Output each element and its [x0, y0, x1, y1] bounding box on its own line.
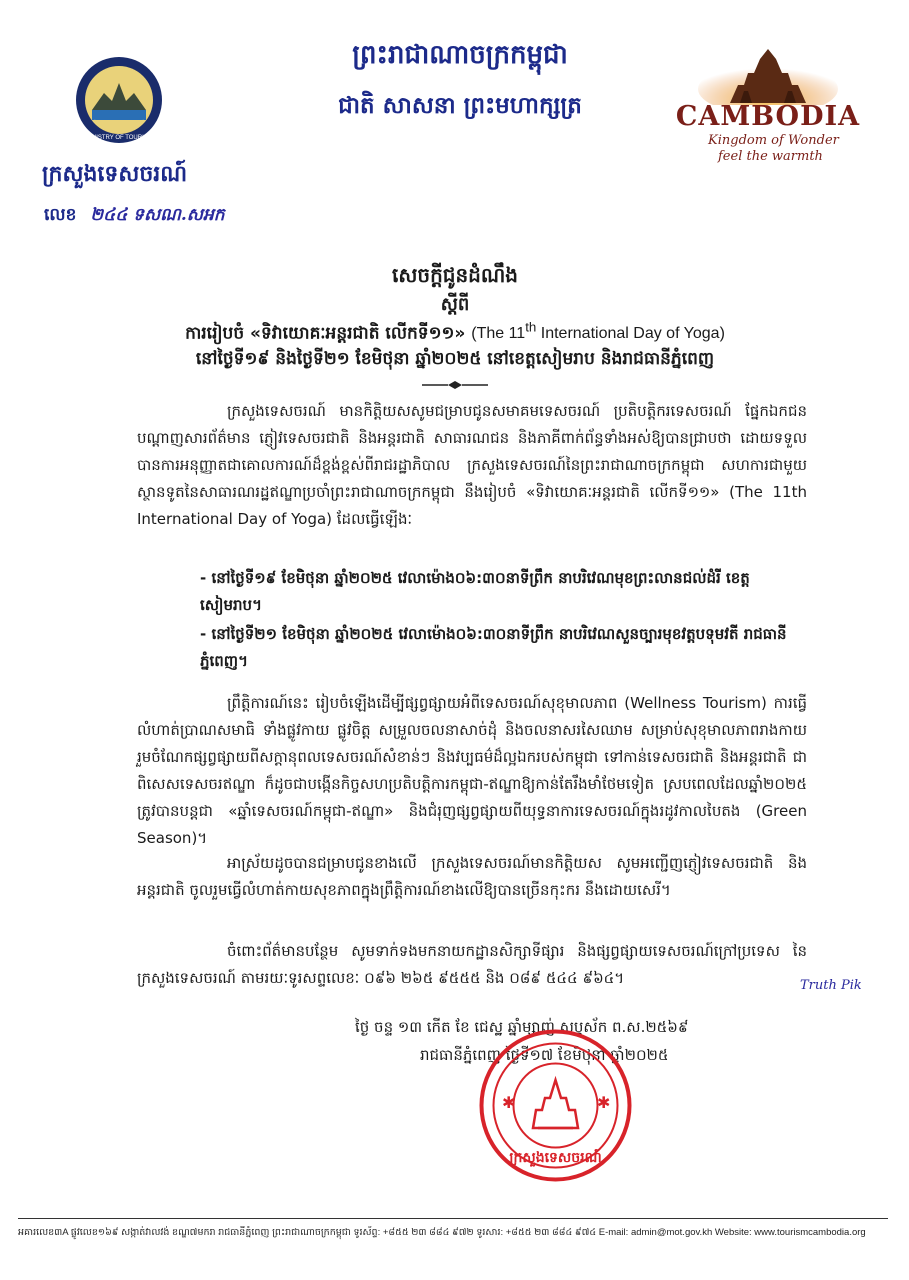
notice-dates-location: នៅថ្ងៃទី១៩ និងថ្ងៃទី២១ ខែមិថុនា ឆ្នាំ២០២៥ នៅខេត្តសៀមរាប និងរាជធានីភ្នំពេញ: [195, 349, 715, 369]
notice-title: សេចក្តីជូនដំណឹង: [392, 263, 518, 287]
paragraph-invitation: អាស្រ័យដូចបានជម្រាបជូនខាងលើ ក្រសួងទេសចរណ៍មានកិត្តិយស សូមអញ្ជើញភ្ញៀវទេសចរជាតិ និងអន្តរជាតិ ចូលរួមធ្វើលំហាត់កាយសុខភាពក្នុងព្រឹត្តិការណ៍ខាងលើឱ្យបានច្រើនកុះករ នឹងដោយសេរី។: [137, 854, 807, 899]
footer-contact: អគារលេខ៣A ផ្លូវលេខ១៦៩ សង្កាត់វាលវង់ ខណ្ឌ៧មករា រាជធានីភ្នំពេញ ព្រះរាជាណាចក្រកម្ពុជា ទូរស័ព្ទ: +៨៥៥ ២៣ ៨៨៤ ៩៧២ ទូរសារ: +៨៥៥ ២៣ ៨៨៤ ៩៧៤ E-mail: admin@mot.gov.kh Website: www.tourismcambodia.org: [18, 1227, 866, 1238]
notice-subject: [60, 320, 850, 347]
event-item-phnom-penh: - នៅថ្ងៃទី២១ ខែមិថុនា ឆ្នាំ២០២៥ វេលាម៉ោង០៦:៣០នាទីព្រឹក នាបរិវេណសួនច្បារមុខវត្តបទុមវតី រាជធានីភ្នំពេញ។: [200, 625, 787, 670]
national-motto: ជាតិ សាសនា ព្រះមហាក្សត្រ: [338, 92, 582, 119]
notice-subject-label: ស្តីពី: [440, 294, 470, 315]
reference-number: [44, 204, 225, 229]
ministry-name: ក្រសួងទេសចរណ៍: [42, 161, 188, 187]
angkor-temple-icon: [668, 45, 868, 105]
logo-text: MINISTRY OF TOURISM: [85, 135, 153, 141]
cambodia-brand-logo: [668, 45, 868, 170]
brand-name: CAMBODIA: [675, 101, 861, 132]
svg-text:✱: ✱: [502, 1093, 516, 1112]
stamp-text: ក្រសួងទេសចរណ៍: [509, 1150, 602, 1166]
svg-text:✱: ✱: [597, 1093, 611, 1112]
ref-label: លេខ: [44, 205, 77, 225]
event-item-siem-reap: - នៅថ្ងៃទី១៩ ខែមិថុនា ឆ្នាំ២០២៥ វេលាម៉ោង០៦:៣០នាទីព្រឹក នាបរិវេណមុខព្រះលានជល់ដំរី ខេត្តសៀមរាប។: [200, 569, 750, 614]
handwritten-note: Truth Pik: [800, 978, 862, 993]
kingdom-heading: ព្រះរាជាណាចក្រកម្ពុជា: [352, 40, 568, 70]
divider-ornament: [420, 380, 490, 390]
subject-english: (The 11th International Day of Yoga): [471, 320, 725, 343]
ref-number-handwritten: ២៤៤ ទសណ.សអក: [90, 205, 225, 225]
footer-divider: [18, 1218, 888, 1219]
ministry-of-tourism-logo: [74, 55, 164, 145]
paragraph-contact: ចំពោះព័ត៌មានបន្ថែម សូមទាក់ទងមកនាយកដ្ឋានសិក្សាទីផ្សារ និងផ្សព្វផ្សាយទេសចរណ៍ក្រៅប្រទេស នៃក្រសួងទេសចរណ៍ តាមរយៈទូរសព្ទលេខៈ ០៩៦ ២៦៥ ៩៥៥៥ និង ០៨៩ ៥៤៤ ៩៦៤។: [137, 942, 807, 987]
brand-subtitle: Kingdom of Wonder: [708, 133, 839, 148]
subject-khmer: ការរៀបចំ «ទិវាយោគៈអន្តរជាតិ លើកទី១១»: [185, 323, 466, 344]
event-schedule-list: [200, 565, 810, 677]
solar-date: រាជធានីភ្នំពេញ ថ្ងៃទី១៧ ខែមិថុនា ឆ្នាំ២០២៥: [420, 1046, 669, 1064]
brand-tagline: feel the warmth: [718, 149, 823, 164]
lunar-date: ថ្ងៃ ចន្ទ ១៣ កើត ខែ ជេស្ឋ ឆ្នាំម្សាញ់ សប្តស័ក ព.ស.២៥៦៩: [355, 1018, 689, 1036]
paragraph-purpose: ព្រឹត្តិការណ៍នេះ រៀបចំឡើងដើម្បីផ្សព្វផ្សាយអំពីទេសចរណ៍សុខុមាលភាព (Wellness Tourism) ការធ្វើលំហាត់ប្រាណសមាធិ ទាំងផ្លូវកាយ ផ្លូវចិត្ត សម្រួលចលនាសាច់ដុំ និងចលនាសរសៃឈាម សម្រាប់សុខុមាលភាពរាងកាយ រួមចំណែកផ្សព្វផ្សាយពីសក្តានុពលទេសចរណ៍សំខាន់ៗ និងវប្បធម៌ដ៏ល្អឯករបស់កម្ពុជា ទៅកាន់ទេសចរជាតិ និងអន្តរជាតិ ជាពិសេសទេសចរឥណ្ឌា ក៏ដូចជាបង្កើនកិច្ចសហប្រតិបត្តិការកម្ពុជា-ឥណ្ឌាឱ្យកាន់តែរឹងមាំថែមទៀត ស្របពេលដែលឆ្នាំ២០២៥ ត្រូវបានបន្តជា «ឆ្នាំទេសចរណ៍កម្ពុជា-ឥណ្ឌា» និងជំរុញផ្សព្វផ្សាយពីយុទ្ធនាការទេសចរណ៍ក្នុងរដូវកាលបៃតង (Green Season)។: [137, 694, 807, 847]
official-seal-stamp: [478, 1028, 633, 1183]
paragraph-intro: ក្រសួងទេសចរណ៍ មានកិត្តិយសសូមជម្រាបជូនសមាគមទេសចរណ៍ ប្រតិបត្តិករទេសចរណ៍ ផ្នែកឯកជន បណ្តាញសារព័ត៌មាន ភ្ញៀវទេសចរជាតិ និងអន្តរជាតិ សាធារណជន និងភាគីពាក់ព័ន្ធទាំងអស់ឱ្យបានជ្រាបថា ដោយទទួលបានការអនុញ្ញាតជាគោលការណ៍ដ៏ខ្ពង់ខ្ពស់ពីរាជរដ្ឋាភិបាល ក្រសួងទេសចរណ៍នៃព្រះរាជាណាចក្រកម្ពុជា សហការជាមួយស្ថានទូតនៃសាធារណរដ្ឋឥណ្ឌាប្រចាំព្រះរាជាណាចក្រកម្ពុជា នឹងរៀបចំ «ទិវាយោគៈអន្តរជាតិ លើកទី១១» (The 11th International Day of Yoga) ដែលធ្វើឡើងៈ: [137, 402, 807, 528]
